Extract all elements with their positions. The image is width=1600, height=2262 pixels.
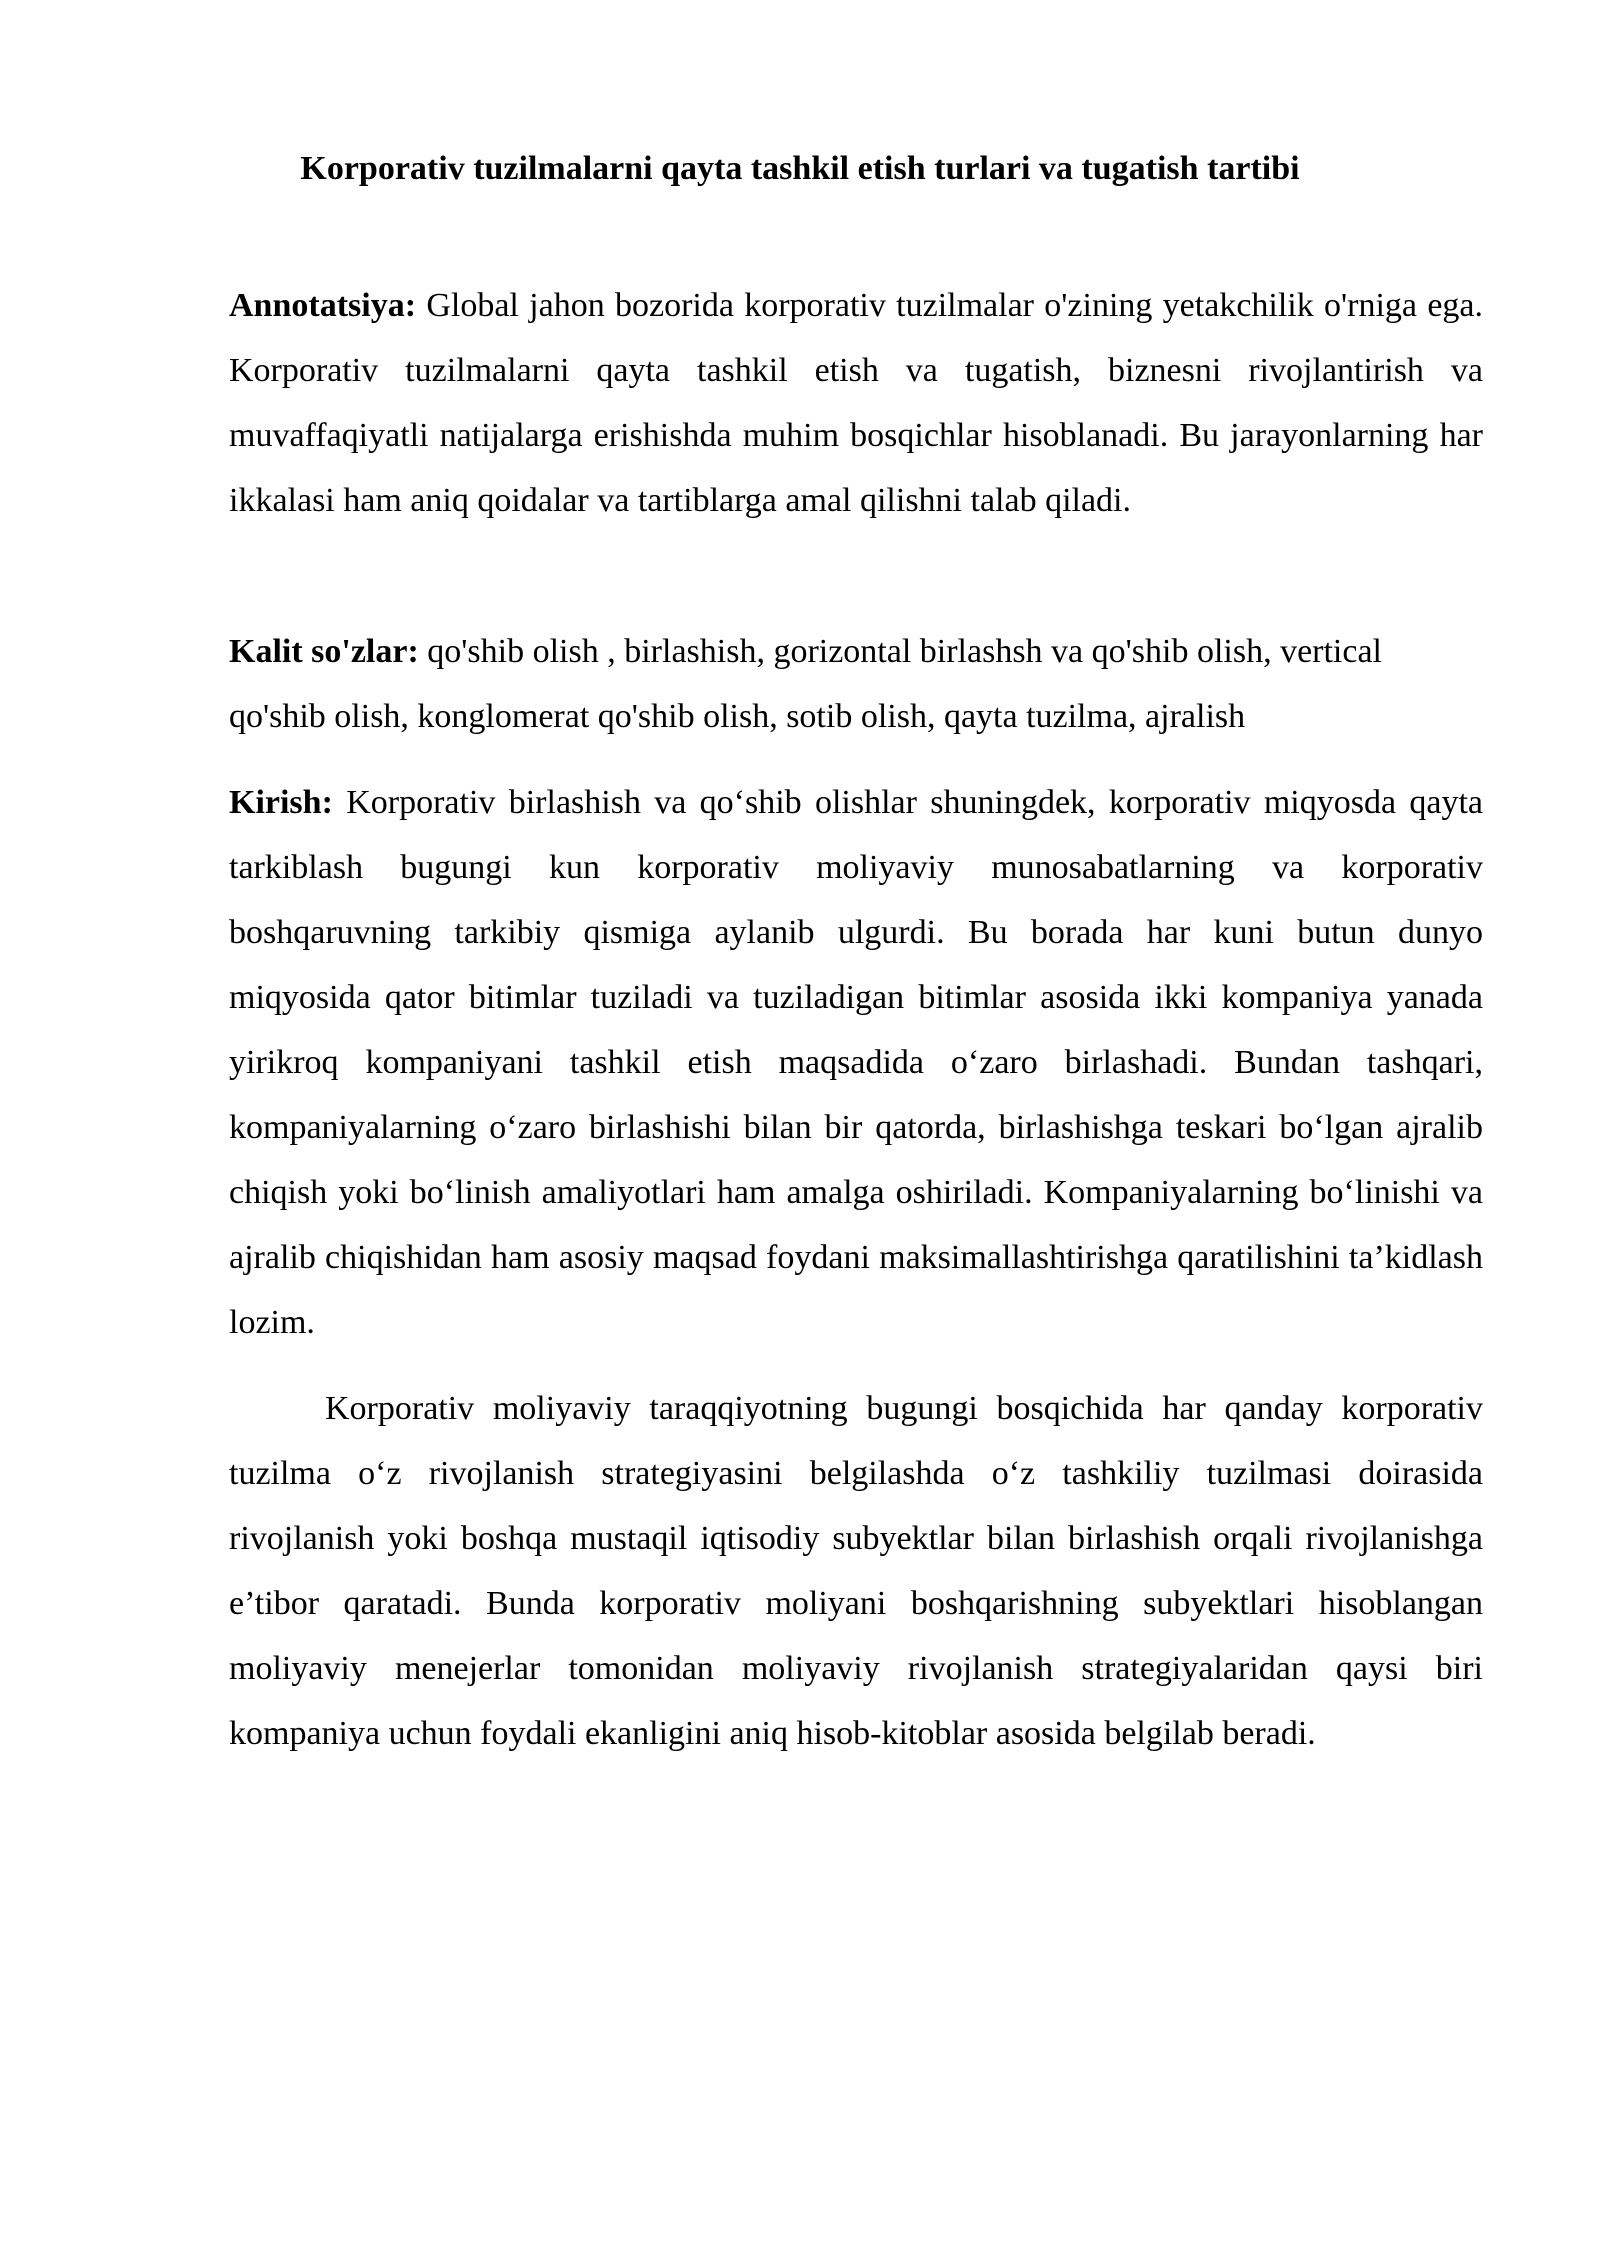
document-title: Korporativ tuzilmalarni qayta tashkil etish turlari va tugatish tartibi: [300, 150, 1300, 187]
annotation-text: Global jahon bozorida korporativ tuzilmalar o'zining yetakchilik o'rniga ega. Korporativ tuzilmalarni qayta tashkil etish va tugatish, biznesni rivojlantirish va muvaffaqiyatli natijalarga erishishda muhim bosqichlar hisoblanadi. Bu jarayonlarning har ikkalasi ham aniq qoidalar va tartiblarga amal qilishni talab qiladi.: [229, 287, 1483, 519]
introduction-text: Korporativ birlashish va qo‘shib olishlar shuningdek, korporativ miqyosda qayta tarkiblash bugungi kun korporativ moliyaviy munosabatlarning va korporativ boshqaruvning tarkibiy qismiga aylanib ulgurdi. Bu borada har kuni butun dunyo miqyosida qator bitimlar tuziladi va tuziladigan bitimlar asosida ikki kompaniya yanada yirikroq kompaniyani tashkil etish maqsadida o‘zaro birlashadi. Bundan tashqari, kompaniyalarning o‘zaro birlashishi bilan bir qatorda, birlashishga teskari bo‘lgan ajralib chiqish yoki bo‘linish amaliyotlari ham amalga oshiriladi. Kompaniyalarning bo‘linishi va ajralib chiqishidan ham asosiy maqsad foydani maksimallashtirishga qaratilishini ta’kidlash lozim.: [229, 784, 1483, 1341]
keywords-label: Kalit so'zlar:: [229, 633, 419, 670]
annotation-paragraph: [229, 273, 1483, 533]
annotation-label: Annotatsiya:: [229, 287, 417, 324]
introduction-paragraph: [229, 770, 1483, 1355]
body-paragraph-2: Korporativ moliyaviy taraqqiyotning bugungi bosqichida har qanday korporativ tuzilma o‘z rivojlanish strategiyasini belgilashda o‘z tashkiliy tuzilmasi doirasida rivojlanish yoki boshqa mustaqil iqtisodiy subyektlar bilan birlashish orqali rivojlanishga e’tibor qaratadi. Bunda korporativ moliyani boshqarishning subyektlari hisoblangan moliyaviy menejerlar tomonidan moliyaviy rivojlanish strategiyalaridan qaysi biri kompaniya uchun foydali ekanligini aniq hisob-kitoblar asosida belgilab beradi.: [229, 1390, 1483, 1752]
keywords-text: qo'shib olish , birlashish, gorizontal birlashsh va qo'shib olish, vertical qo'shib olish, konglomerat qo'shib olish, sotib olish, qayta tuzilma, ajralish: [229, 633, 1383, 735]
keywords-paragraph: [229, 619, 1483, 749]
introduction-label: Kirish:: [229, 784, 333, 821]
